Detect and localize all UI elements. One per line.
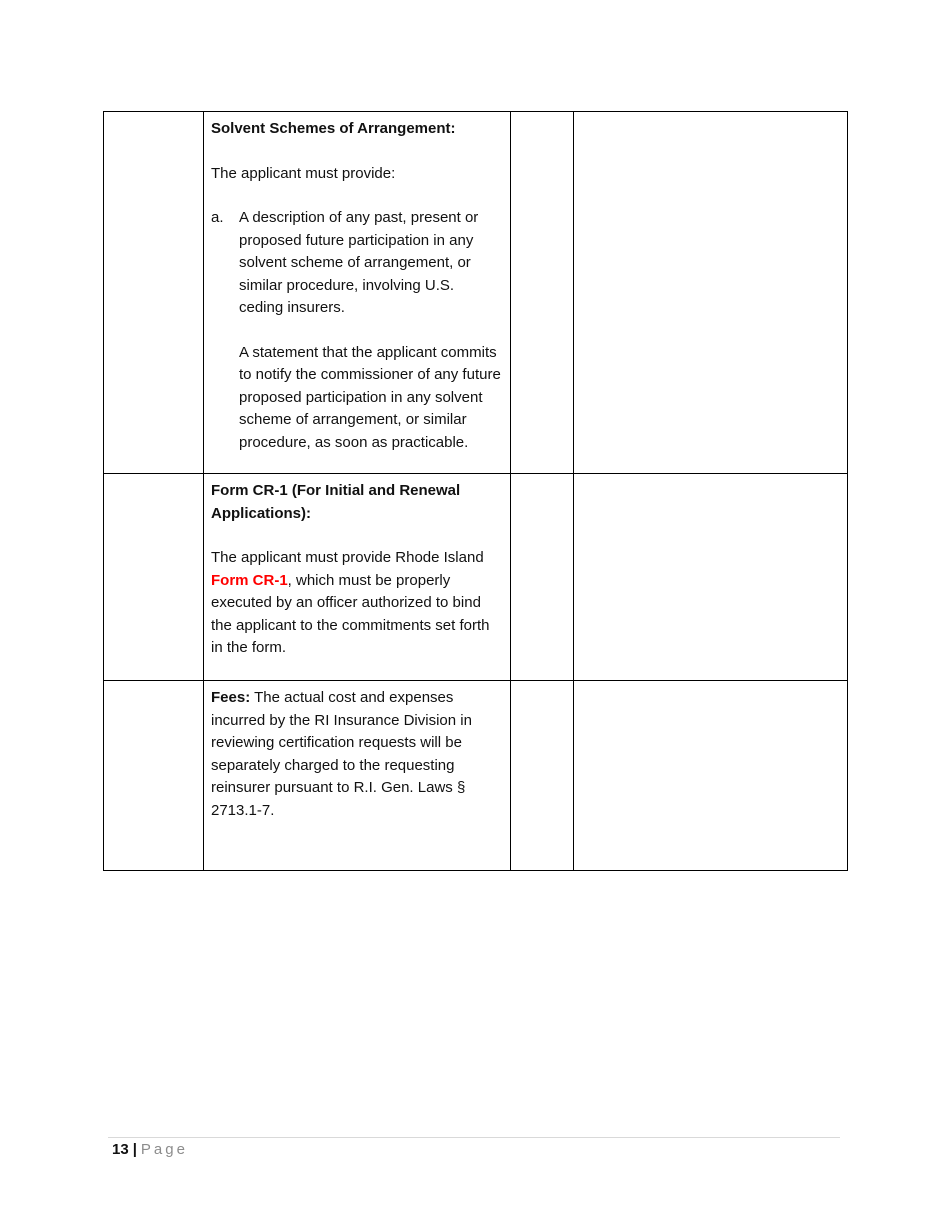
table-row (104, 681, 848, 871)
list-item (211, 207, 502, 320)
row-heading: Form CR-1 (For Initial and Renewal Applications): (211, 482, 461, 522)
cell-blank (511, 474, 574, 681)
requirement-cell (204, 474, 511, 681)
fees-label: Fees: (211, 689, 251, 706)
footer-divider (108, 1137, 840, 1138)
cell-blank (511, 112, 574, 474)
requirement-cell (204, 681, 511, 871)
table-row (104, 112, 848, 474)
requirements-table (103, 111, 848, 871)
list-item-text: A description of any past, present or proposed future participation in any solvent scheme of arrangement, or similar procedure, involving U.S. ceding insurers. (239, 209, 479, 316)
page-footer (112, 1140, 188, 1160)
fees-text: Fees: The actual cost and expenses incurred by the RI Insurance Division in reviewing certification requests will be separately charged to the requesting reinsurer pursuant to R.I. Gen. Laws § 2713.1-7. (211, 689, 472, 819)
cell-blank (511, 681, 574, 871)
cell-blank (574, 474, 848, 681)
cell-blank (574, 112, 848, 474)
table-row (104, 474, 848, 681)
cell-blank (104, 681, 204, 871)
page-number: 13 (112, 1141, 129, 1158)
requirement-text: The applicant must provide Rhode Island Form CR-1, which must be properly executed by an officer authorized to bind the applicant to the commitments set forth in the form. (211, 549, 490, 656)
cell-blank (104, 474, 204, 681)
row-heading: Solvent Schemes of Arrangement: (211, 120, 456, 137)
requirement-cell (204, 112, 511, 474)
intro-text: The applicant must provide: (211, 164, 396, 182)
footer-separator: | (132, 1141, 137, 1158)
page-label: Page (140, 1141, 188, 1158)
list-marker: a. (211, 209, 224, 226)
form-cr1-link[interactable]: Form CR-1 (211, 571, 288, 589)
cell-blank (574, 681, 848, 871)
list-item-continuation: A statement that the applicant commits to notify the commissioner of any future proposed participation in any solvent scheme of arrangement, or similar procedure, as soon as practicable. (239, 343, 501, 451)
cell-blank (104, 112, 204, 474)
